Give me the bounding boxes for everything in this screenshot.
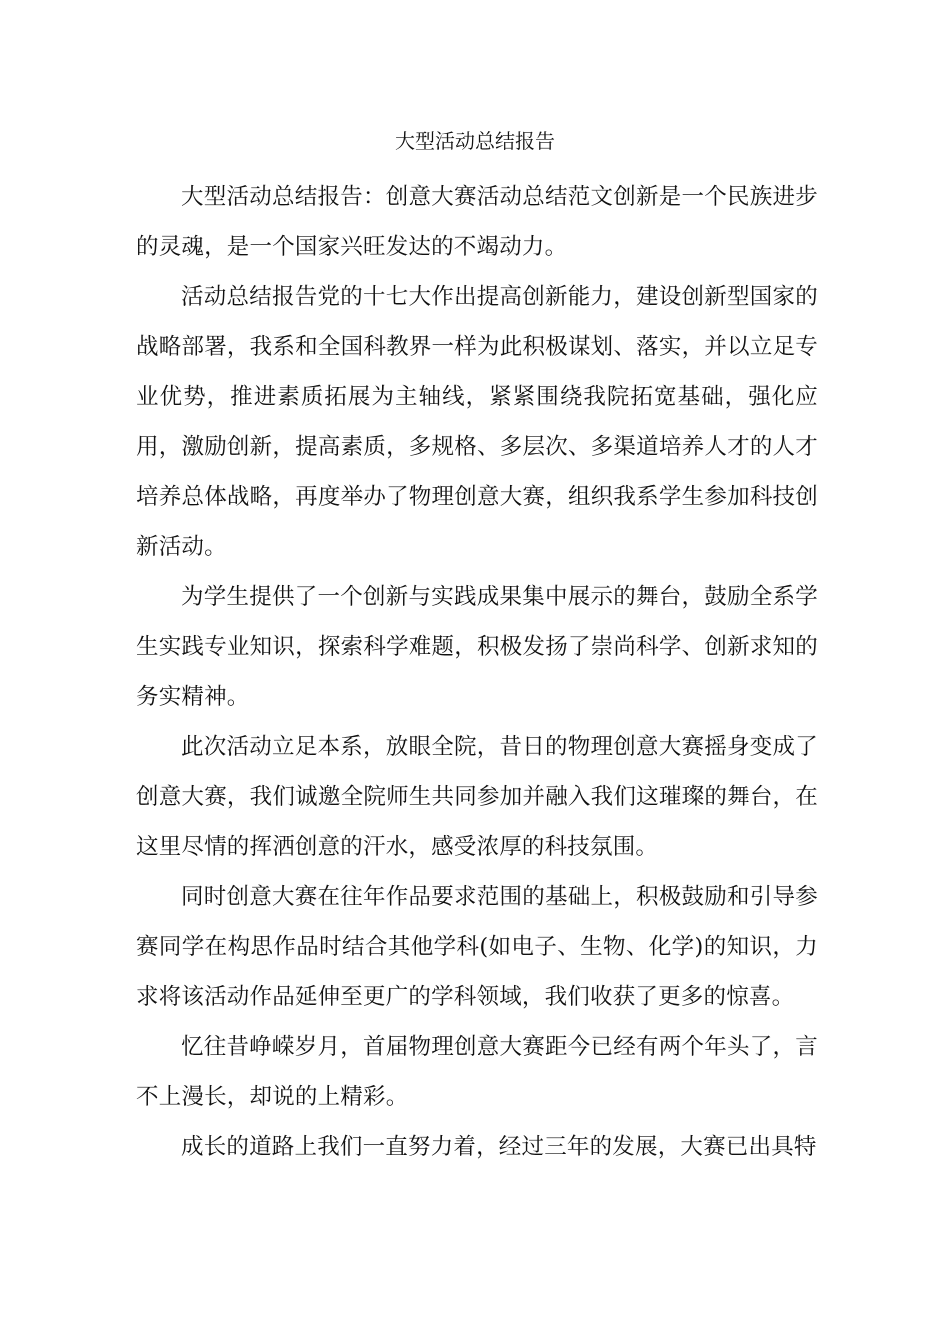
- paragraph-5: 同时创意大赛在往年作品要求范围的基础上，积极鼓励和引导参赛同学在构思作品时结合其他学科(如电子、生物、化学)的知识，力求将该活动作品延伸至更广的学科领域，我们收获了更多的惊喜。: [136, 884, 818, 1010]
- paragraph-6: 忆往昔峥嵘岁月，首届物理创意大赛距今已经有两个年头了，言不上漫长，却说的上精彩。: [136, 1034, 818, 1110]
- paragraph-7: 成长的道路上我们一直努力着，经过三年的发展，大赛已出具特: [181, 1134, 817, 1160]
- document-title: 大型活动总结报告: [395, 129, 555, 153]
- document-body: [136, 172, 818, 1172]
- paragraph-3: 为学生提供了一个创新与实践成果集中展示的舞台，鼓励全系学生实践专业知识，探索科学难题，积极发扬了崇尚科学、创新求知的务实精神。: [136, 584, 818, 710]
- paragraph-1: 大型活动总结报告：创意大赛活动总结范文创新是一个民族进步的灵魂，是一个国家兴旺发达的不竭动力。: [136, 184, 818, 260]
- paragraph-2: 活动总结报告党的十七大作出提高创新能力，建设创新型国家的战略部署，我系和全国科教界一样为此积极谋划、落实，并以立足专业优势，推进素质拓展为主轴线，紧紧围绕我院拓宽基础，强化应用，激励创新，提高素质，多规格、多层次、多渠道培养人才的人才培养总体战略，再度举办了物理创意大赛，组织我系学生参加科技创新活动。: [136, 284, 818, 560]
- paragraph-4: 此次活动立足本系，放眼全院，昔日的物理创意大赛摇身变成了创意大赛，我们诚邀全院师生共同参加并融入我们这璀璨的舞台，在这里尽情的挥洒创意的汗水，感受浓厚的科技氛围。: [136, 734, 818, 860]
